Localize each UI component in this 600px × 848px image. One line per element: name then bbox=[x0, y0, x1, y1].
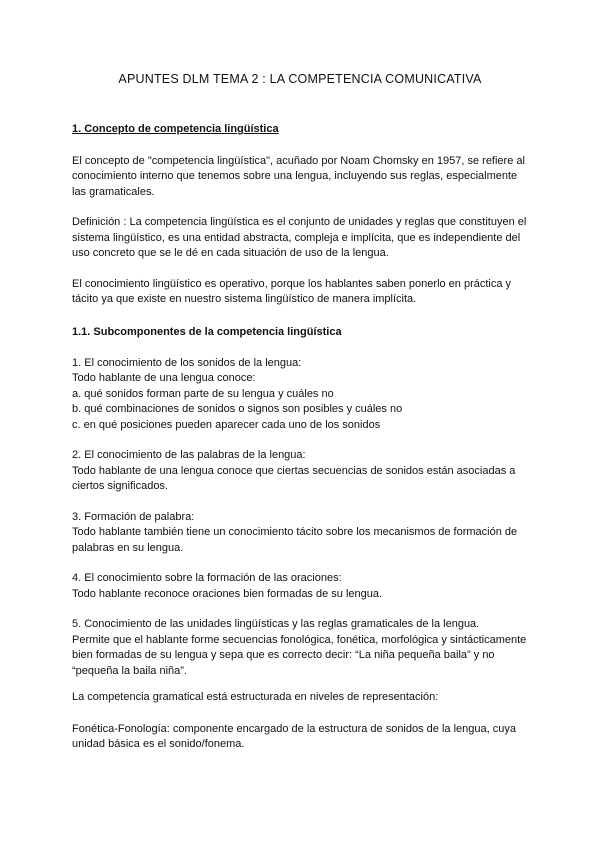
subcomponent-5-text: Permite que el hablante forme secuencias fonológica, fonética, morfológica y sintácticamente bien formadas de su lengua y sepa que es correcto decir: “La niña pequeña baila” y no “pequeña la baila niña”. bbox=[72, 633, 527, 677]
subcomponent-3 bbox=[72, 510, 532, 557]
fonetica-fonologia-paragraph: Fonética-Fonología: componente encargado de la estructura de sonidos de la lengua, cuya unidad básica es el sonido/fonema. bbox=[72, 722, 516, 750]
section-1-1-heading: 1.1. Subcomponentes de la competencia lingüística bbox=[72, 326, 342, 338]
gramatical-section bbox=[72, 690, 532, 753]
subcomponent-1 bbox=[72, 356, 532, 434]
subcomponent-2 bbox=[72, 448, 532, 495]
subcomponent-2-text: Todo hablante de una lengua conoce que ciertas secuencias de sonidos están asociadas a ciertos significados. bbox=[72, 464, 516, 492]
section-1-paragraph-3: El conocimiento lingüístico es operativo, porque los hablantes saben ponerlo en práctica y tácito ya que existe en nuestro sistema lingüístico de manera implícita. bbox=[72, 277, 512, 305]
section-1-paragraph-1: El concepto de "competencia lingüística", acuñado por Noam Chomsky en 1957, se refiere al conocimiento interno que tenemos sobre una lengua, incluyendo sus reglas, especialmente las gramaticales. bbox=[72, 154, 525, 198]
subcomponent-2-title: 2. El conocimiento de las palabras de la lengua: bbox=[72, 449, 306, 461]
gramatical-intro: La competencia gramatical está estructurada en niveles de representación: bbox=[72, 691, 439, 703]
subcomponent-3-text: Todo hablante también tiene un conocimiento tácito sobre los mecanismos de formación de palabras en su lengua. bbox=[72, 526, 518, 554]
section-1-heading: 1. Concepto de competencia lingüística bbox=[72, 123, 279, 135]
subcomponent-5-title: 5. Conocimiento de las unidades lingüísticas y las reglas gramaticales de la lengua. bbox=[72, 618, 480, 630]
section-1-1 bbox=[72, 325, 532, 679]
section-1-paragraph-2: Definición : La competencia lingüística es el conjunto de unidades y reglas que constituyen el sistema lingüístico, es una entidad abstracta, compleja e implícita, que es independiente del uso concreto que se le dé en cada situación de uso de la lengua. bbox=[72, 216, 527, 259]
subcomponent-1-line: b. qué combinaciones de sonidos o signos son posibles y cuáles no bbox=[72, 403, 403, 415]
subcomponent-1-line: a. qué sonidos forman parte de su lengua y cuáles no bbox=[72, 387, 334, 400]
subcomponent-4 bbox=[72, 571, 532, 602]
subcomponent-1-line: c. en qué posiciones pueden aparecer cada uno de los sonidos bbox=[72, 418, 381, 431]
subcomponent-5 bbox=[72, 617, 532, 679]
subcomponent-1-title: 1. El conocimiento de los sonidos de la lengua: bbox=[72, 356, 302, 369]
subcomponent-4-title: 4. El conocimiento sobre la formación de las oraciones: bbox=[72, 572, 342, 584]
subcomponent-3-title: 3. Formación de palabra: bbox=[72, 510, 195, 523]
section-1 bbox=[72, 122, 532, 308]
subcomponent-1-line: Todo hablante de una lengua conoce: bbox=[72, 372, 256, 384]
document-title: APUNTES DLM TEMA 2 : LA COMPETENCIA COMUNICATIVA bbox=[118, 72, 482, 86]
subcomponent-4-text: Todo hablante reconoce oraciones bien formadas de su lengua. bbox=[72, 587, 383, 600]
